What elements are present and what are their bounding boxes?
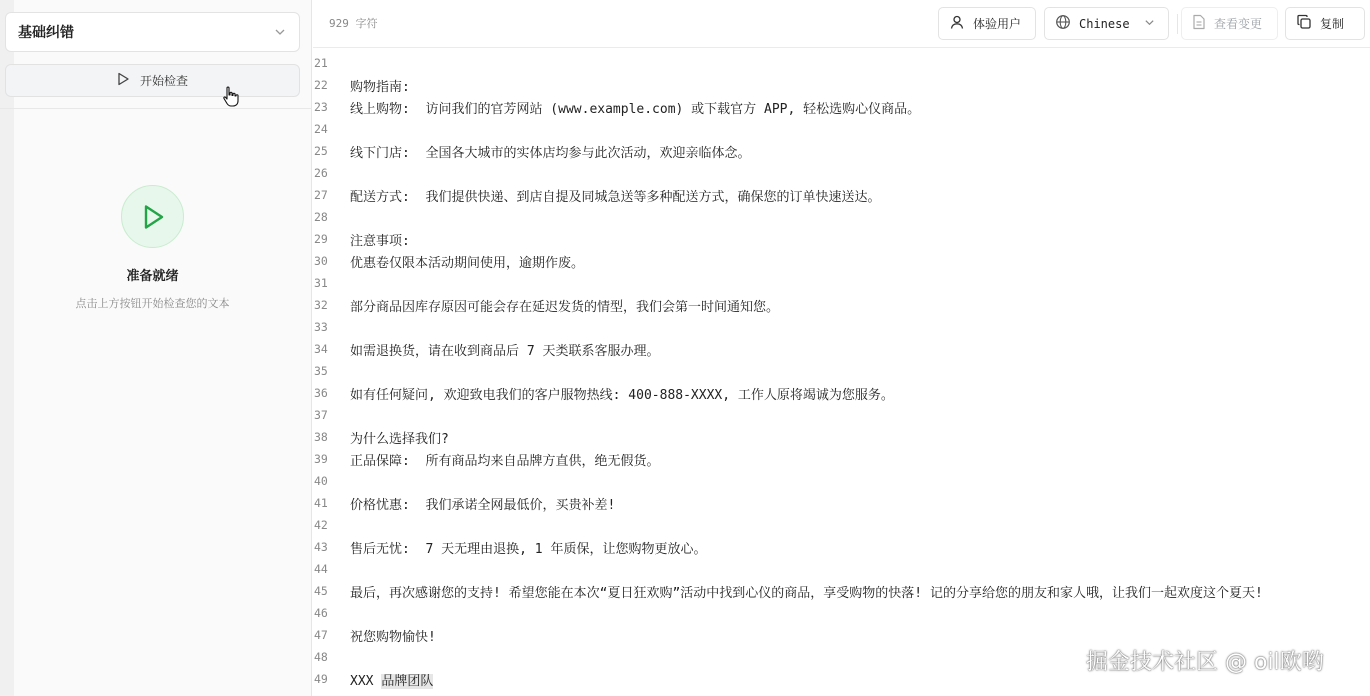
line-text: 如需退换货，请在收到商品后 7 天类联系客服办理。: [350, 343, 660, 359]
editor-line: [313, 272, 1370, 294]
line-text: 价格忧惠: 我们承诺全网最低价，买贵补差!: [350, 497, 616, 513]
editor-line: [313, 184, 1370, 206]
line-text: 部分商品因库存原因可能会存在延迟发货的情型，我们会第一时间通知您。: [350, 299, 780, 315]
line-number: 31: [314, 276, 328, 290]
line-number: 42: [314, 518, 328, 532]
user-icon: [949, 14, 965, 33]
line-number: 24: [314, 122, 328, 136]
line-number: 34: [314, 342, 328, 356]
copy-icon: [1296, 14, 1312, 33]
line-text: 注意事项:: [350, 233, 410, 249]
sidebar-divider: [0, 108, 312, 109]
ready-subtitle: 点击上方按钮开始检查您的文本: [75, 297, 230, 310]
mode-select[interactable]: [5, 12, 300, 52]
editor-line: [313, 52, 1370, 74]
line-number: 26: [314, 166, 328, 180]
line-number: 36: [314, 386, 328, 400]
play-icon: [117, 72, 130, 89]
line-number: 23: [314, 100, 328, 114]
editor-line: [313, 624, 1370, 646]
line-number: 40: [314, 474, 328, 488]
mode-select-label: 基础纠错: [18, 25, 74, 41]
line-text: 配送方式: 我们提供快递、到店自提及同城急送等多种配送方式，确保您的订单快速送达。: [350, 189, 881, 205]
editor-line: [313, 580, 1370, 602]
editor-line: [313, 514, 1370, 536]
editor-line: [313, 404, 1370, 426]
line-number: 35: [314, 364, 328, 378]
line-number: 27: [314, 188, 328, 202]
line-number: 41: [314, 496, 328, 510]
line-text: [350, 670, 433, 689]
line-number: 39: [314, 452, 328, 466]
header-separator: [1177, 14, 1178, 34]
editor-line: [313, 96, 1370, 118]
line-number: 49: [314, 672, 328, 686]
line-number: 45: [314, 584, 328, 598]
editor-line: [313, 338, 1370, 360]
line-number: 22: [314, 78, 328, 92]
globe-icon: [1055, 14, 1071, 33]
text-editor[interactable]: [313, 52, 1370, 696]
line-number: 21: [314, 56, 328, 70]
line-text: 最后，再次感谢您的支持! 希望您能在本次“夏日狂欢购”活动中找到心仪的商品，享受购物的快落! 记的分享给您的朋友和家人哦，让我们一起欢度这个夏天!: [350, 585, 1263, 601]
line-text: 线上购物: 访问我们的官芳网站 (www.example.com) 或下载官方 APP, 轻松选购心仪商品。: [350, 101, 921, 117]
editor-line: [313, 74, 1370, 96]
view-changes-button[interactable]: [1181, 7, 1278, 40]
ready-status-icon: [121, 185, 184, 248]
user-button-label: 体验用户: [973, 17, 1022, 31]
editor-line: [313, 316, 1370, 338]
editor-header: [313, 0, 1370, 48]
start-check-label: 开始检查: [139, 74, 188, 88]
start-check-button[interactable]: [5, 64, 300, 97]
line-number: 46: [314, 606, 328, 620]
char-count: 929 字符: [329, 17, 378, 30]
editor-line: [313, 602, 1370, 624]
line-text: 如有任何疑问, 欢迎致电我们的客户服物热线: 400-888-XXXX, 工作人原将竭诚为您服务。: [350, 387, 894, 403]
language-label: Chinese: [1079, 16, 1130, 31]
editor-line: [313, 536, 1370, 558]
editor-line: [313, 360, 1370, 382]
view-changes-label: 查看变更: [1214, 17, 1263, 31]
line-number: 43: [314, 540, 328, 554]
selected-text: 品牌团队: [381, 673, 434, 689]
editor-line: [313, 426, 1370, 448]
line-text: 售后无忧: 7 天无理由退换, 1 年质保，让您购物更放心。: [350, 541, 707, 557]
line-text: 为什么选择我们?: [350, 431, 449, 447]
copy-button[interactable]: [1285, 7, 1365, 40]
copy-label: 复制: [1320, 17, 1345, 31]
line-text: 线下门店: 全国各大城市的实体店均参与此次活动，欢迎亲临体念。: [350, 145, 751, 161]
line-number: 30: [314, 254, 328, 268]
line-number: 32: [314, 298, 328, 312]
chevron-down-icon: [1144, 17, 1155, 31]
editor-line: [313, 294, 1370, 316]
line-text: 优惠卷仅限本活动期间使用，逾期作废。: [350, 255, 585, 271]
editor-line: [313, 206, 1370, 228]
chevron-down-icon: [273, 25, 287, 39]
editor-line: [313, 250, 1370, 272]
editor-line: [313, 492, 1370, 514]
line-number: 37: [314, 408, 328, 422]
language-select[interactable]: [1044, 7, 1169, 40]
line-text: 购物指南:: [350, 79, 410, 95]
editor-line: [313, 382, 1370, 404]
document-icon: [1192, 14, 1206, 33]
user-button[interactable]: [938, 7, 1036, 40]
line-number: 38: [314, 430, 328, 444]
ready-title: 准备就绪: [126, 269, 179, 284]
editor-line: [313, 558, 1370, 580]
sidebar-edge: [0, 0, 14, 696]
line-number: 33: [314, 320, 328, 334]
line-number: 48: [314, 650, 328, 664]
line-number: 29: [314, 232, 328, 246]
line-number: 47: [314, 628, 328, 642]
line-text: 正品保障: 所有商品均来自品牌方直供，绝无假货。: [350, 453, 660, 469]
line-number: 44: [314, 562, 328, 576]
editor-line: [313, 448, 1370, 470]
line-number: 28: [314, 210, 328, 224]
editor-line: [313, 470, 1370, 492]
line-text-prefix: XXX: [350, 673, 382, 689]
watermark: 掘金技术社区 @ oil欧哟: [1086, 650, 1324, 675]
sidebar: [0, 0, 312, 696]
line-number: 25: [314, 144, 328, 158]
editor-line: [313, 228, 1370, 250]
line-text: 祝您购物愉快!: [350, 629, 436, 645]
editor-line: [313, 140, 1370, 162]
editor-line: [313, 118, 1370, 140]
editor-line: [313, 162, 1370, 184]
hand-cursor-icon: [222, 86, 240, 108]
